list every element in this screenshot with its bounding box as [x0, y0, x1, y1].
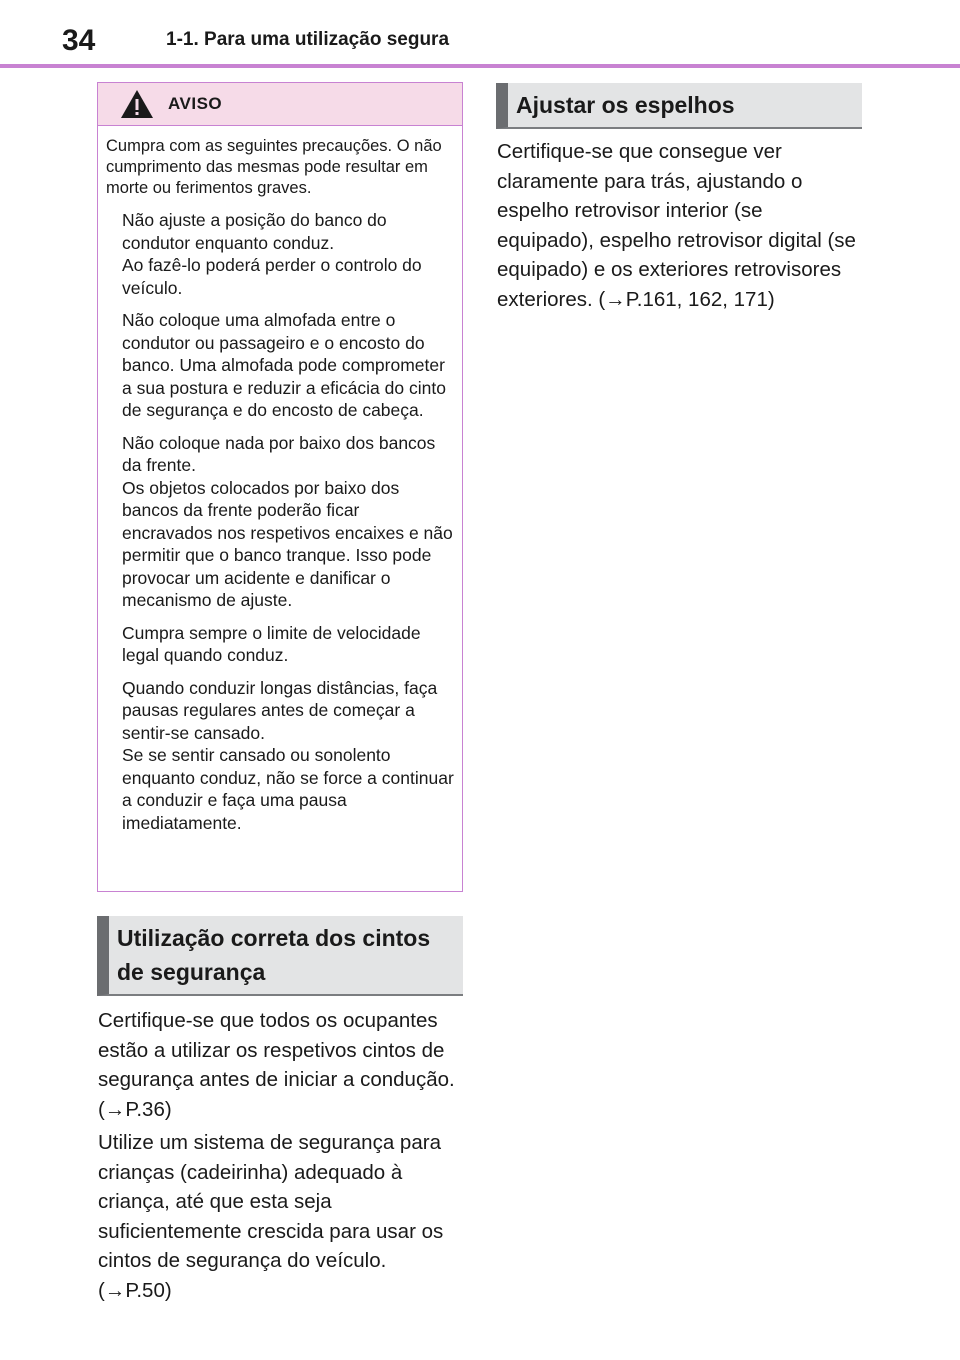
warning-item [122, 209, 454, 299]
section-heading-seatbelts: Utilização correta dos cintos de segurança [97, 916, 463, 996]
warning-item [122, 432, 454, 612]
seatbelts-paragraph: Certifique-se que todos os ocupantes estão a utilizar os respetivos cintos de segurança antes de iniciar a condução. (→P.36) [98, 1009, 455, 1121]
mirrors-paragraph: Certifique-se que consegue ver claramente para trás, ajustando o espelho retrovisor interior (se equipado), espelho retrovisor digital (se equipado) e os exteriores retrovisores exteriores. (→P.161, 162, 171) [497, 140, 856, 311]
chapter-title: 1-1. Para uma utilização segura [166, 29, 450, 50]
warning-text: Não coloque nada por baixo dos bancos da frente. [122, 432, 436, 475]
warning-title: AVISO [168, 94, 223, 113]
warning-text: Os objetos colocados por baixo dos bancos da frente poderão ficar encravados nos respetivos encaixes e não permitir que o banco tranque. Isso pode provocar um acidente e danificar o mecanismo de ajuste. [122, 477, 453, 610]
warning-item [122, 622, 454, 667]
warning-intro: Cumpra com as seguintes precauções. O não cumprimento das mesmas pode resultar em morte ou ferimentos graves. [106, 137, 442, 197]
warning-item [122, 309, 454, 422]
page-number: 34 [62, 24, 96, 57]
warning-text: Se se sentir cansado ou sonolento enquanto conduz, não se force a continuar a conduzir e faça uma pausa imediatamente. [122, 745, 454, 833]
seatbelts-paragraph: Utilize um sistema de segurança para crianças (cadeirinha) adequado à criança, até que esta seja suficientemente crescida para usar os cintos de segurança do veículo. (→P.50) [98, 1131, 444, 1302]
warning-box [97, 82, 463, 892]
warning-text: Ao fazê-lo poderá perder o controlo do veículo. [122, 255, 422, 298]
warning-text: Quando conduzir longas distâncias, faça pausas regulares antes de começar a sentir-se cansado. [122, 677, 438, 743]
warning-text: Cumpra sempre o limite de velocidade legal quando conduz. [122, 622, 421, 665]
warning-text: Não ajuste a posição do banco do condutor enquanto conduz. [122, 210, 387, 253]
page-header [0, 0, 960, 66]
warning-text: Não coloque uma almofada entre o condutor ou passageiro e o encosto do banco. Uma almofada pode comprometer a sua postura e reduzir a eficácia do cinto de segurança e do encosto de cabeça. [122, 310, 446, 420]
warning-triangle-icon [120, 89, 154, 119]
warning-header [98, 83, 462, 126]
section-heading-mirrors: Ajustar os espelhos [496, 83, 862, 129]
header-divider [0, 64, 960, 68]
warning-list [98, 209, 462, 834]
warning-item [122, 677, 454, 835]
